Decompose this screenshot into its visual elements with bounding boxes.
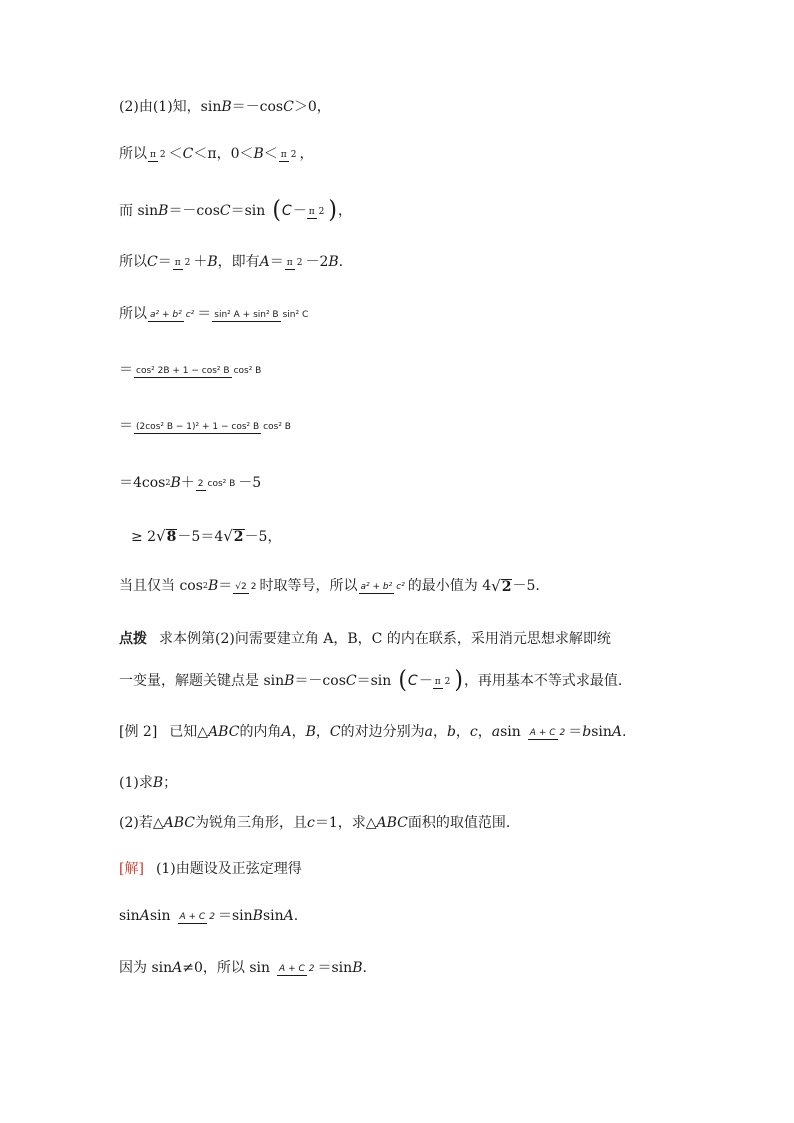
var-b: b (446, 724, 456, 741)
var-C: C (147, 254, 158, 271)
text: ＝sin (217, 908, 253, 925)
proof-line-4 (119, 254, 343, 270)
proof-line-7 (119, 418, 294, 434)
fraction: cos² 2B + 1 − cos² B cos² B (134, 362, 263, 378)
text: 因为 sin (119, 960, 173, 977)
fraction-pi-over-2: π 2 (285, 254, 305, 270)
var-A: A (139, 908, 150, 925)
text: 求本例第(2)问需要建立角 A，B，C 的内在联系，采用消元思想求解即统 (159, 631, 611, 647)
var-a: a (491, 724, 501, 741)
var-B: B (253, 146, 264, 163)
var-B: B (152, 775, 164, 791)
text: 面积的取值范围. (407, 815, 511, 831)
text: ABC (163, 815, 195, 831)
text: ABC (208, 724, 240, 741)
proof-line-8: ＝4cos 2 B ＋ 2 cos² B －5 (119, 475, 262, 492)
fraction: (2cos² B − 1)² + 1 − cos² B cos² B (134, 418, 293, 434)
text: ＞0， (293, 99, 331, 115)
fraction: A + C 2 (178, 908, 217, 924)
text: ＝－cos (168, 203, 220, 219)
text: C－ (407, 673, 432, 689)
text: ， (299, 146, 314, 163)
paren-open: ( (398, 666, 407, 695)
text: (2)若△ (119, 815, 164, 831)
text: 已知△ (169, 724, 209, 741)
var-B: B (352, 960, 363, 977)
text: . (622, 724, 627, 741)
fraction: √2 2 (233, 578, 258, 594)
var-C: C (182, 146, 194, 163)
text: 的内角 (239, 724, 282, 741)
proof-line-1 (119, 100, 331, 114)
var-A: A (283, 908, 294, 925)
text: 一变量，解题关键点是 sin (119, 673, 285, 689)
var-B: B (328, 254, 339, 271)
text: 所以 (119, 254, 147, 271)
text: ，再用基本不等式求最值. (463, 673, 623, 689)
text: sin (500, 724, 521, 741)
text: －5 (238, 475, 262, 492)
example-label: [例 2] (119, 724, 158, 741)
tip-line-2 (119, 666, 623, 695)
text: ＜π，0＜ (193, 146, 254, 163)
var-B: B (170, 475, 181, 492)
var-B: B (305, 724, 316, 741)
fraction: A + C 2 (277, 960, 316, 976)
var-B: B (221, 99, 232, 115)
text: ＜ (263, 146, 278, 163)
fraction: a² + b² c² (148, 306, 196, 322)
text: . (293, 908, 299, 925)
var-B: B (252, 908, 263, 925)
fraction-pi-over-2: π 2 (433, 673, 453, 689)
text: 当且仅当 cos (119, 578, 203, 595)
proof-line-5 (119, 306, 311, 322)
var-a: a (424, 724, 433, 741)
fraction-pi-over-2: π 2 (307, 203, 327, 219)
text: ＝ (568, 724, 583, 741)
text: ＝4cos (119, 475, 166, 492)
text: (1)求 (119, 775, 153, 791)
text: ≥ 2 (131, 528, 157, 545)
text: C－ (281, 203, 306, 219)
var-C: C (345, 673, 357, 689)
example-2-statement (119, 724, 626, 740)
paren-close: ) (328, 196, 337, 225)
text: ≠0，所以 sin (182, 960, 271, 977)
text: ， (315, 724, 330, 741)
question-2 (119, 816, 510, 830)
var-c: c (306, 815, 315, 831)
solution-header (119, 862, 302, 876)
text: ＝1，求△ (314, 815, 377, 831)
var-b: b (582, 724, 592, 741)
text: ＝ (197, 306, 212, 323)
proof-line-2 (119, 146, 313, 162)
proof-line-9 (131, 529, 281, 544)
text: ＝ (269, 254, 284, 271)
var-B: B (208, 578, 219, 595)
text: ， (337, 203, 352, 219)
text: . (338, 254, 344, 271)
fraction-pi-over-2: π 2 (279, 146, 299, 162)
text: sin (149, 908, 171, 925)
question-1 (119, 776, 177, 790)
text: sin (262, 908, 284, 925)
text: ＝sin (230, 203, 266, 219)
tip-line-1 (119, 632, 611, 646)
text: 所以 (119, 306, 147, 323)
fraction: a² + b² c² (359, 578, 407, 594)
text: ； (163, 775, 178, 791)
text: －2 (305, 254, 329, 271)
solution-line-2 (119, 960, 367, 976)
text: ＜ (168, 146, 183, 163)
sqrt: √8 (156, 527, 177, 545)
text: ＝－cos (294, 673, 346, 689)
text: ABC (376, 815, 408, 831)
var-C: C (219, 203, 231, 219)
text: ＝ (119, 418, 133, 435)
var-c: c (469, 724, 478, 741)
text: (2)由(1)知，sin (119, 99, 222, 115)
text: －5， (244, 528, 282, 545)
fraction: 2 cos² B (196, 475, 238, 491)
var-B: B (207, 254, 218, 271)
text: 时取等号，所以 (259, 578, 358, 595)
solution-label: [解] (119, 861, 144, 877)
fraction: sin² A + sin² B sin² C (212, 306, 310, 322)
text: ＝ (218, 578, 233, 595)
text: 为锐角三角形，且 (194, 815, 307, 831)
text: (1)由题设及正弦定理得 (155, 861, 302, 877)
var-A: A (259, 254, 270, 271)
var-A: A (281, 724, 292, 741)
paren-close: ) (454, 666, 463, 695)
text: ＝ (157, 254, 172, 271)
var-A: A (611, 724, 623, 741)
text: 的最小值为 4 (407, 578, 492, 595)
paren-open: ( (272, 196, 281, 225)
var-A: A (172, 960, 183, 977)
text: －5. (512, 578, 540, 595)
text: ，即有 (217, 254, 260, 271)
text: ， (455, 724, 470, 741)
text: ， (291, 724, 306, 741)
var-B: B (158, 203, 169, 219)
text: ＋ (193, 254, 208, 271)
fraction: A + C 2 (528, 724, 567, 740)
var-C: C (329, 724, 341, 741)
proof-line-10: 当且仅当 cos 2 B ＝ √2 2 时取等号，所以 a² + b² c² 的最小值为 4 √2 －5. (119, 576, 540, 595)
proof-line-6 (119, 362, 264, 378)
text: －5＝4 (177, 528, 224, 545)
text: ＝sin (356, 673, 392, 689)
text: ， (477, 724, 492, 741)
var-B: B (284, 673, 295, 689)
tip-label: 点拨 (119, 631, 147, 647)
text: 而 sin (119, 203, 159, 219)
text: 所以 (119, 146, 147, 163)
text: ， (432, 724, 447, 741)
fraction-pi-over-2: π 2 (173, 254, 193, 270)
sqrt: √2 (223, 527, 244, 545)
text: 的对边分别为 (340, 724, 425, 741)
text: ＝ (119, 362, 133, 379)
proof-line-3 (119, 196, 352, 225)
fraction-pi-over-2: π 2 (148, 146, 168, 162)
text: sin (591, 724, 612, 741)
text: . (362, 960, 367, 977)
text: sin (119, 908, 140, 925)
text: ＝sin (317, 960, 353, 977)
text: ＋ (180, 475, 195, 492)
sqrt: √2 (491, 576, 512, 595)
solution-line-1 (119, 908, 298, 924)
text: ＝－cos (231, 99, 284, 115)
var-C: C (283, 99, 294, 115)
